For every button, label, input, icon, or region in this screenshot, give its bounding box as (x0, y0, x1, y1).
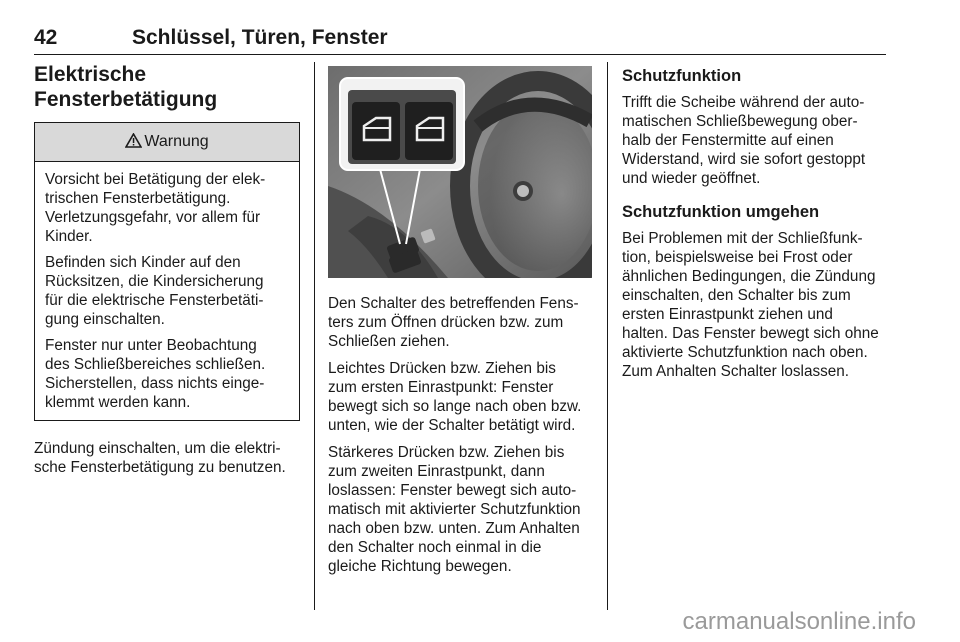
section-heading-line-1: Elektrische (34, 63, 147, 86)
car-door-window-switch-icon (328, 66, 592, 278)
column-divider-left (314, 62, 315, 610)
text-line: Vorsicht bei Betätigung der elek- (45, 171, 266, 188)
text-line: trischen Fensterbetätigung. (45, 190, 231, 207)
body-paragraph (34, 439, 300, 477)
section-heading-line-2: Fensterbetätigung (34, 88, 218, 111)
text-line: klemmt werden kann. (45, 394, 191, 411)
body-paragraph (622, 229, 888, 381)
text-line: matisch mit aktivierter Schutzfunktion (328, 501, 581, 518)
warning-body (35, 162, 299, 420)
text-line: Leichtes Drücken bzw. Ziehen bis (328, 360, 556, 377)
text-line: Verletzungsgefahr, vor allem für (45, 209, 261, 226)
text-line: ersten Einrastpunkt ziehen und (622, 306, 833, 323)
text-line: gleiche Richtung bewegen. (328, 558, 512, 575)
section-heading (34, 62, 300, 112)
text-line: Trifft die Scheibe während der auto- (622, 94, 865, 111)
page-header (34, 26, 886, 55)
body-paragraph-2 (328, 359, 592, 435)
body-paragraph (622, 93, 888, 188)
text-line: Schließen ziehen. (328, 333, 450, 350)
window-switch-figure (328, 66, 592, 278)
text-line: Den Schalter des betreffenden Fens- (328, 295, 579, 312)
text-line: halten. Das Fenster bewegt sich ohne (622, 325, 879, 342)
text-line: Widerstand, wird sie sofort gestoppt (622, 151, 866, 168)
body-paragraph-3 (328, 443, 592, 576)
warning-paragraph-1 (45, 170, 289, 246)
column-2 (328, 62, 592, 584)
text-line: Sicherstellen, dass nichts einge- (45, 375, 265, 392)
text-line: des Schließbereiches schließen. (45, 356, 266, 373)
warning-title: Warnung (144, 133, 209, 150)
text-line: tion, beispielsweise bei Frost oder (622, 249, 853, 266)
column-3 (622, 62, 888, 389)
page-number: 42 (34, 26, 58, 49)
text-line: sche Fensterbetätigung zu benutzen. (34, 459, 286, 476)
text-line: und wieder geöffnet. (622, 170, 761, 187)
warning-paragraph-2 (45, 253, 289, 329)
warning-header (35, 123, 299, 162)
text-line: Bei Problemen mit der Schließfunk- (622, 230, 863, 247)
text-line: ters zum Öffnen drücken bzw. zum (328, 314, 564, 331)
running-title: Schlüssel, Türen, Fenster (132, 26, 388, 49)
warning-paragraph-3 (45, 336, 289, 412)
text-line: nach oben bzw. unten. Zum Anhalten (328, 520, 580, 537)
text-line: zum ersten Einrastpunkt: Fenster (328, 379, 554, 396)
text-line: Zündung einschalten, um die elektri- (34, 440, 281, 457)
text-line: den Schalter noch einmal in die (328, 539, 542, 556)
text-line: Kinder. (45, 228, 93, 245)
text-line: Befinden sich Kinder auf den (45, 254, 241, 271)
column-divider-right (607, 62, 608, 610)
text-line: ähnlichen Bedingungen, die Zündung (622, 268, 876, 285)
text-line: loslassen: Fenster bewegt sich auto- (328, 482, 577, 499)
text-line: Rücksitzen, die Kindersicherung (45, 273, 264, 290)
text-line: Stärkeres Drücken bzw. Ziehen bis (328, 444, 565, 461)
text-line: zum zweiten Einrastpunkt, dann (328, 463, 545, 480)
body-paragraph-1 (328, 294, 592, 351)
warning-triangle-icon (125, 133, 142, 151)
text-line: für die elektrische Fensterbetäti- (45, 292, 264, 309)
text-line: Zum Anhalten Schalter loslassen. (622, 363, 850, 380)
text-line: halb der Fenstermitte auf einen (622, 132, 834, 149)
text-line: einschalten, den Schalter bis zum (622, 287, 851, 304)
text-line: Fenster nur unter Beobachtung (45, 337, 257, 354)
text-line: matischen Schließbewegung ober- (622, 113, 858, 130)
warning-box (34, 122, 300, 421)
text-line: gung einschalten. (45, 311, 165, 328)
subsection-title: Schutzfunktion (622, 67, 742, 85)
watermark: carmanualsonline.info (682, 608, 916, 635)
text-line: aktivierte Schutzfunktion nach oben. (622, 344, 868, 361)
text-line: bewegt sich so lange nach oben bzw. (328, 398, 582, 415)
column-1 (34, 62, 300, 485)
text-line: unten, wie der Schalter betätigt wird. (328, 417, 576, 434)
subsection-title: Schutzfunktion umgehen (622, 203, 820, 221)
